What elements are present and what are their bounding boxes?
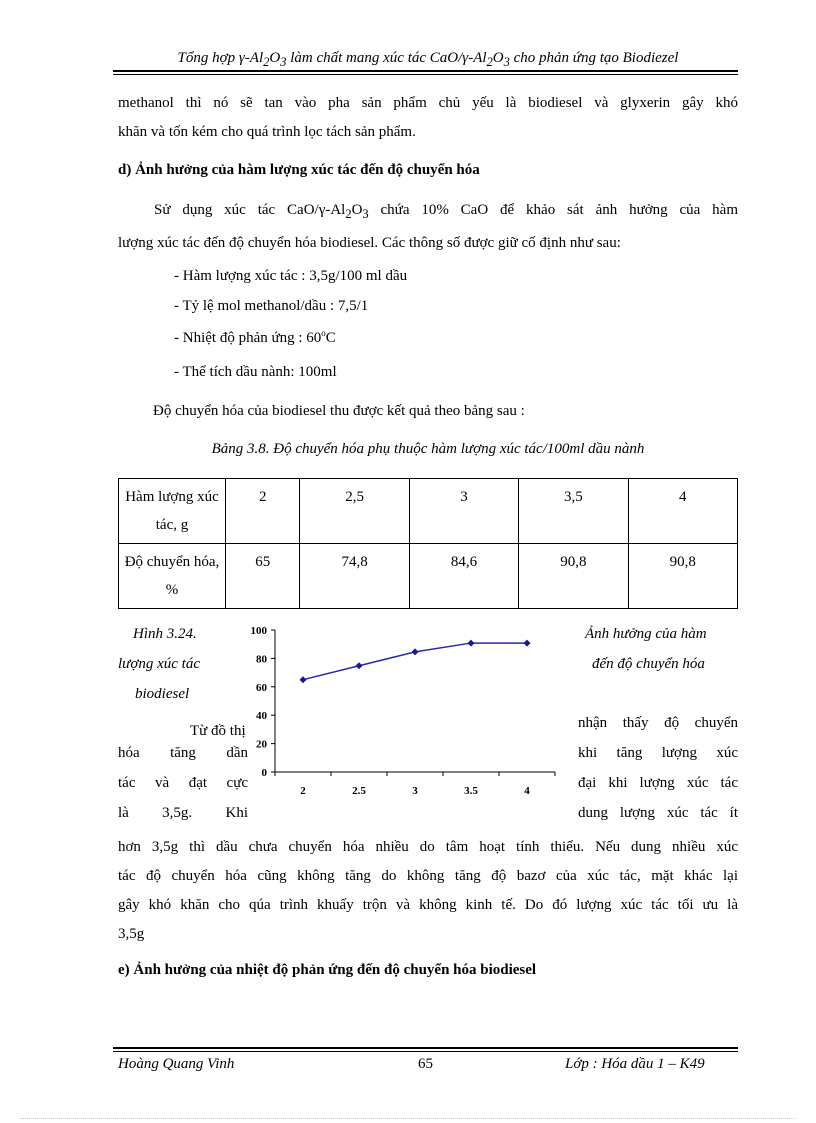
intro-paragraph bbox=[118, 89, 738, 147]
temp-unit: C bbox=[325, 330, 336, 346]
page-header bbox=[118, 50, 738, 70]
header-sub: 3 bbox=[503, 55, 510, 69]
data-point bbox=[524, 640, 531, 647]
intro-line: khăn và tốn kém cho quá trình lọc tách sản phẩm. bbox=[118, 124, 416, 140]
table-cell: 90,8 bbox=[519, 544, 628, 609]
list-item: - Thể tích dầu nành: 100ml bbox=[174, 364, 337, 380]
list-item: - Hàm lượng xúc tác : 3,5g/100 ml dầu bbox=[174, 268, 408, 284]
y-tick-label: 80 bbox=[256, 653, 267, 666]
footer-rule-thin bbox=[113, 1051, 738, 1052]
table-cell: 65 bbox=[226, 544, 300, 609]
header-text-d: O bbox=[492, 50, 504, 66]
y-tick-label: 40 bbox=[256, 710, 267, 723]
table-row bbox=[119, 479, 738, 544]
table-cell: 84,6 bbox=[409, 544, 518, 609]
intro-line: methanol thì nó sẽ tan vào pha sản phẩm chủ yếu là biodiesel và glyxerin gây khó bbox=[118, 95, 738, 111]
figure-line2-left: lượng xúc tác bbox=[118, 656, 200, 672]
header-rule-thin bbox=[113, 74, 738, 75]
data-table bbox=[118, 478, 738, 609]
paragraph-line: gây khó khăn cho qúa trình khuấy trộn và không kinh tế. Do đó lượng xúc tác tối ưu là bbox=[118, 897, 738, 913]
figure-title-right: Ảnh hưởng của hàm bbox=[585, 626, 707, 642]
footer-page-number: 65 bbox=[418, 1056, 433, 1072]
data-point bbox=[468, 640, 475, 647]
table-row-label: Hàm lượng xúc tác, g bbox=[119, 479, 226, 544]
x-tick-label: 3.5 bbox=[464, 785, 478, 797]
text-span: chứa 10% CaO để khảo sát ảnh hưởng của hàm bbox=[368, 202, 738, 218]
conversion-line-chart bbox=[245, 622, 565, 807]
figure-line3-left: biodiesel bbox=[135, 686, 190, 702]
table-row-label: Độ chuyển hóa, % bbox=[119, 544, 226, 609]
header-rule bbox=[113, 70, 738, 72]
section-d-paragraph bbox=[118, 196, 738, 258]
result-line: Độ chuyển hóa của biodiesel thu được kết quả theo bảng sau : bbox=[153, 403, 525, 419]
section-d-line2: lượng xúc tác đến độ chuyển hóa biodiesel. Các thông số được giữ cố định như sau: bbox=[118, 235, 621, 251]
table-cell: 3,5 bbox=[519, 479, 628, 544]
table-cell: 74,8 bbox=[300, 544, 409, 609]
y-tick-label: 60 bbox=[256, 681, 267, 694]
data-point bbox=[356, 662, 363, 669]
wrap-l4-right: dung lượng xúc tác ít bbox=[578, 805, 738, 821]
header-sub: 2 bbox=[486, 55, 493, 69]
paragraph-line: hơn 3,5g thì dầu chưa chuyển hóa nhiều do tâm hoạt tính thiếu. Nếu dung nhiều xúc bbox=[118, 839, 738, 855]
wrap-l4-left: là 3,5g. Khi bbox=[118, 805, 248, 821]
paragraph-line: tác độ chuyển hóa cũng không tăng do không tăng độ bazơ của xúc tác, mặt khác lại bbox=[118, 868, 738, 884]
text-span: Sử dụng xúc tác CaO/γ-Al bbox=[154, 202, 346, 218]
list-item-text: - Nhiệt độ phản ứng : 60 bbox=[174, 330, 322, 346]
x-tick-label: 4 bbox=[524, 785, 530, 797]
section-e-heading: e) Ảnh hưởng của nhiệt độ phản ứng đến độ chuyển hóa biodiesel bbox=[118, 962, 537, 978]
x-tick-label: 2 bbox=[300, 785, 306, 797]
header-text-a: Tổng hợp γ-Al bbox=[177, 50, 264, 66]
wrap-l3-left: tác và đạt cực bbox=[118, 775, 248, 791]
wrap-l2-left: hóa tăng dần bbox=[118, 745, 248, 761]
wrap-l3-right: đại khi lượng xúc tác bbox=[578, 775, 738, 791]
wrap-l1-left: Từ đồ thị bbox=[190, 723, 246, 739]
header-sub: 3 bbox=[280, 55, 287, 69]
conclusion-paragraph bbox=[118, 833, 738, 949]
sub: 3 bbox=[362, 207, 369, 221]
footer-class: Lớp : Hóa dầu 1 – K49 bbox=[565, 1056, 705, 1072]
table-cell: 4 bbox=[628, 479, 737, 544]
footer-rule bbox=[113, 1047, 738, 1049]
section-d-line1 bbox=[118, 196, 738, 229]
header-text-c: làm chất mang xúc tác CaO/γ-Al bbox=[286, 50, 487, 66]
header-sub: 2 bbox=[263, 55, 270, 69]
wrap-l2-right: khi tăng lượng xúc bbox=[578, 745, 738, 761]
table-cell: 90,8 bbox=[628, 544, 737, 609]
table-cell: 2,5 bbox=[300, 479, 409, 544]
sub: 2 bbox=[345, 207, 352, 221]
x-tick-label: 3 bbox=[412, 785, 418, 797]
page-edge-dotline bbox=[20, 1118, 796, 1119]
x-tick-label: 2.5 bbox=[352, 785, 366, 797]
table-cell: 2 bbox=[226, 479, 300, 544]
y-tick-label: 0 bbox=[261, 767, 267, 779]
y-tick-label: 100 bbox=[250, 625, 267, 637]
table-caption: Bảng 3.8. Độ chuyển hóa phụ thuộc hàm lượng xúc tác/100ml dầu nành bbox=[211, 441, 645, 457]
figure-label: Hình 3.24. bbox=[133, 626, 197, 642]
list-item bbox=[174, 328, 336, 347]
wrap-l1-right: nhận thấy độ chuyển bbox=[578, 715, 738, 731]
degree-sup: o bbox=[321, 328, 326, 338]
text-span: O bbox=[351, 202, 363, 218]
data-point bbox=[412, 648, 419, 655]
footer-author: Hoàng Quang Vinh bbox=[118, 1056, 235, 1072]
figure-line2-right: đến độ chuyển hóa bbox=[592, 656, 705, 672]
header-text-b: O bbox=[269, 50, 281, 66]
paragraph-line: 3,5g bbox=[118, 926, 145, 942]
y-tick-label: 20 bbox=[256, 738, 267, 751]
list-item: - Tỷ lệ mol methanol/dầu : 7,5/1 bbox=[174, 298, 369, 314]
table-row bbox=[119, 544, 738, 609]
header-text-e: cho phản ứng tạo Biodiezel bbox=[509, 50, 679, 66]
data-point bbox=[300, 676, 307, 683]
table-cell: 3 bbox=[409, 479, 518, 544]
section-d-heading: d) Ảnh hưởng của hàm lượng xúc tác đến độ chuyển hóa bbox=[118, 162, 480, 178]
